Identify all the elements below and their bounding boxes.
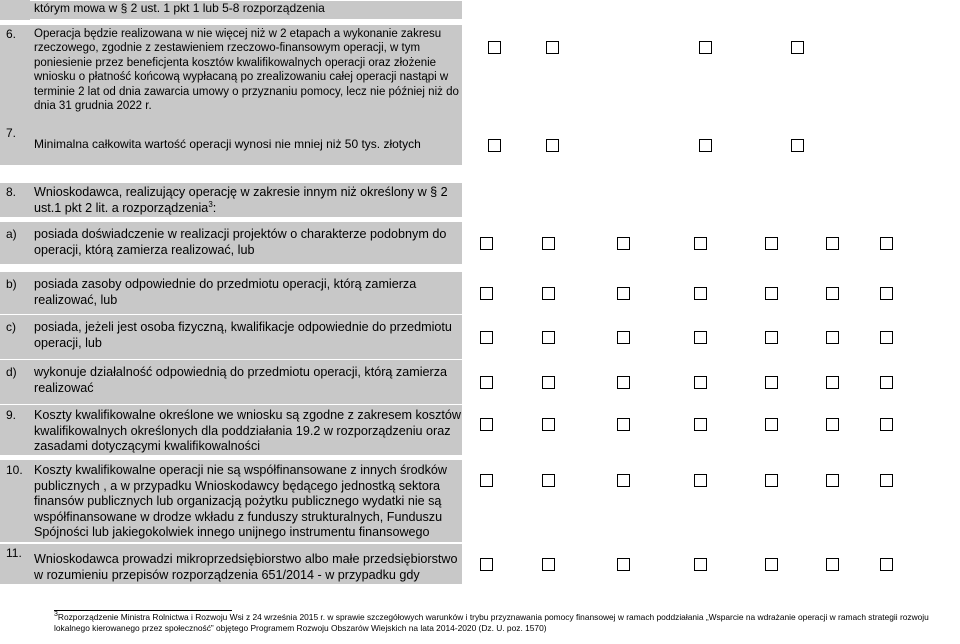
row-number: d) [0,360,30,404]
checkbox[interactable] [880,558,893,571]
checkbox[interactable] [826,376,839,389]
checkbox[interactable] [480,331,493,344]
checkbox[interactable] [880,287,893,300]
checkbox[interactable] [694,474,707,487]
criterion-8b [0,272,960,314]
checkbox[interactable] [480,474,493,487]
row-number: 10. [0,460,30,542]
checkbox[interactable] [765,331,778,344]
checkbox[interactable] [826,237,839,250]
row-number: c) [0,315,30,359]
row-text: którym mowa w § 2 ust. 1 pkt 1 lub 5-8 rozporządzenia [30,1,462,19]
checkbox[interactable] [880,474,893,487]
checkbox[interactable] [617,418,630,431]
checkbox[interactable] [880,376,893,389]
row-text: posiada, jeżeli jest osoba fizyczną, kwalifikacje odpowiednie do przedmiotu operacji, lub [30,315,462,359]
criterion-10 [0,460,960,542]
criterion-8 [0,183,960,217]
checkbox[interactable] [699,41,712,54]
checkbox[interactable] [791,41,804,54]
checkbox[interactable] [617,474,630,487]
checkbox[interactable] [542,558,555,571]
row-text: wykonuje działalność odpowiednią do przedmiotu operacji, którą zamierza realizować [30,360,462,404]
checkbox[interactable] [765,474,778,487]
checkbox[interactable] [694,237,707,250]
footnote-text: Rozporządzenie Ministra Rolnictwa i Rozwoju Wsi z 24 września 2015 r. w sprawie szczegółowych warunków i trybu przyznawania pomocy finansowej w ramach poddziałania „Wsparcie na wdrażanie operacji w ramach strategii rozwoju lokalnego kierowanego przez społeczność” objętego Programem Rozwoju Obszarów Wiejskich na lata 2014-2020 (Dz. U. poz. 1570) [54,612,929,633]
checkbox[interactable] [765,418,778,431]
checkbox[interactable] [826,418,839,431]
checkbox[interactable] [694,287,707,300]
checkbox[interactable] [542,237,555,250]
checkbox[interactable] [480,376,493,389]
checkbox[interactable] [826,331,839,344]
checkbox[interactable] [880,418,893,431]
row-text: Wnioskodawca prowadzi mikroprzedsiębiorstwo albo małe przedsiębiorstwo w rozumieniu przepisów rozporządzenia 651/2014 - w przypadku gdy [30,544,462,584]
criterion-11 [0,544,960,584]
criterion-7 [0,123,960,165]
row-number: a) [0,222,30,264]
checkbox[interactable] [880,237,893,250]
checkbox[interactable] [617,287,630,300]
checkbox[interactable] [826,474,839,487]
row-text: Wnioskodawca, realizujący operację w zakresie innym niż określony w § 2 ust.1 pkt 2 lit. a rozporządzenia$^3$: [30,183,462,217]
row-text: Operacja będzie realizowana w nie więcej niż w 2 etapach a wykonanie zakresu rzeczowego, zgodnie z zestawieniem rzeczowo-finansowym operacji, w tym poniesienie przez beneficjenta kosztów kwalifikowalnych operacji oraz złożenie wniosku o płatność końcową wypłacaną po zrealizowaniu całej operacji nastąpi w terminie 2 lat od dnia zawarcia umowy o przyznaniu pomocy, lecz nie później niż do dnia 31 grudnia 2022 r. [30,25,462,123]
row-number: 6. 7. [0,25,30,165]
checkbox[interactable] [617,237,630,250]
footnote-marker: 3 [54,611,58,618]
row-text: Koszty kwalifikowalne określone we wniosku są zgodne z zakresem kosztów kwalifikowalnych określonych dla poddziałania 19.2 w rozporządzeniu oraz zasadami dotyczącymi kwalifikowalności [30,405,462,455]
checkbox[interactable] [546,41,559,54]
footnote-separator [54,610,232,611]
criterion-9 [0,405,960,455]
checkbox[interactable] [542,376,555,389]
checkbox[interactable] [694,558,707,571]
checkbox[interactable] [542,331,555,344]
row-text: posiada doświadczenie w realizacji projektów o charakterze podobnym do operacji, którą zamierza realizować, lub [30,222,462,264]
checkbox[interactable] [480,558,493,571]
checkbox[interactable] [826,287,839,300]
checkbox[interactable] [826,558,839,571]
row-number: 11. [0,544,30,584]
checkbox[interactable] [542,474,555,487]
checkbox[interactable] [542,287,555,300]
checkbox[interactable] [480,287,493,300]
row-number [0,0,30,20]
row-number: 8. [0,183,30,217]
checkbox[interactable] [546,139,559,152]
checkbox[interactable] [694,418,707,431]
checkbox[interactable] [480,418,493,431]
row-text: Minimalna całkowita wartość operacji wynosi nie mniej niż 50 tys. złotych [30,123,462,165]
row-number: 9. [0,405,30,455]
checkbox[interactable] [617,558,630,571]
checkbox[interactable] [694,376,707,389]
footnote-ref: 3 [208,199,213,209]
checkbox[interactable] [765,376,778,389]
row-number: b) [0,272,30,314]
checkbox[interactable] [542,418,555,431]
checkbox[interactable] [699,139,712,152]
row-text: posiada zasoby odpowiednie do przedmiotu operacji, którą zamierza realizować, lub [30,272,462,314]
criterion-8c [0,315,960,359]
criterion-8a [0,222,960,264]
checkbox[interactable] [480,237,493,250]
criterion-8d [0,360,960,404]
checkbox[interactable] [617,331,630,344]
checkbox[interactable] [791,139,804,152]
checkbox[interactable] [765,237,778,250]
checkbox[interactable] [488,139,501,152]
header-row [0,0,960,20]
row-text: Koszty kwalifikowalne operacji nie są współfinansowane z innych środków publicznych , a w przypadku Wnioskodawcy będącego jednostką sektora finansów publicznych lub organizacją pożytku publicznego wydatki nie są współfinansowane w drodze wkładu z funduszy strukturalnych, Funduszu Spójności lub jakiegokolwiek innego unijnego instrumentu finansowego [30,460,462,542]
footnote [54,612,960,633]
checkbox[interactable] [765,287,778,300]
checkbox[interactable] [880,331,893,344]
checkbox[interactable] [488,41,501,54]
checkbox[interactable] [694,331,707,344]
checkbox[interactable] [765,558,778,571]
checkbox[interactable] [617,376,630,389]
